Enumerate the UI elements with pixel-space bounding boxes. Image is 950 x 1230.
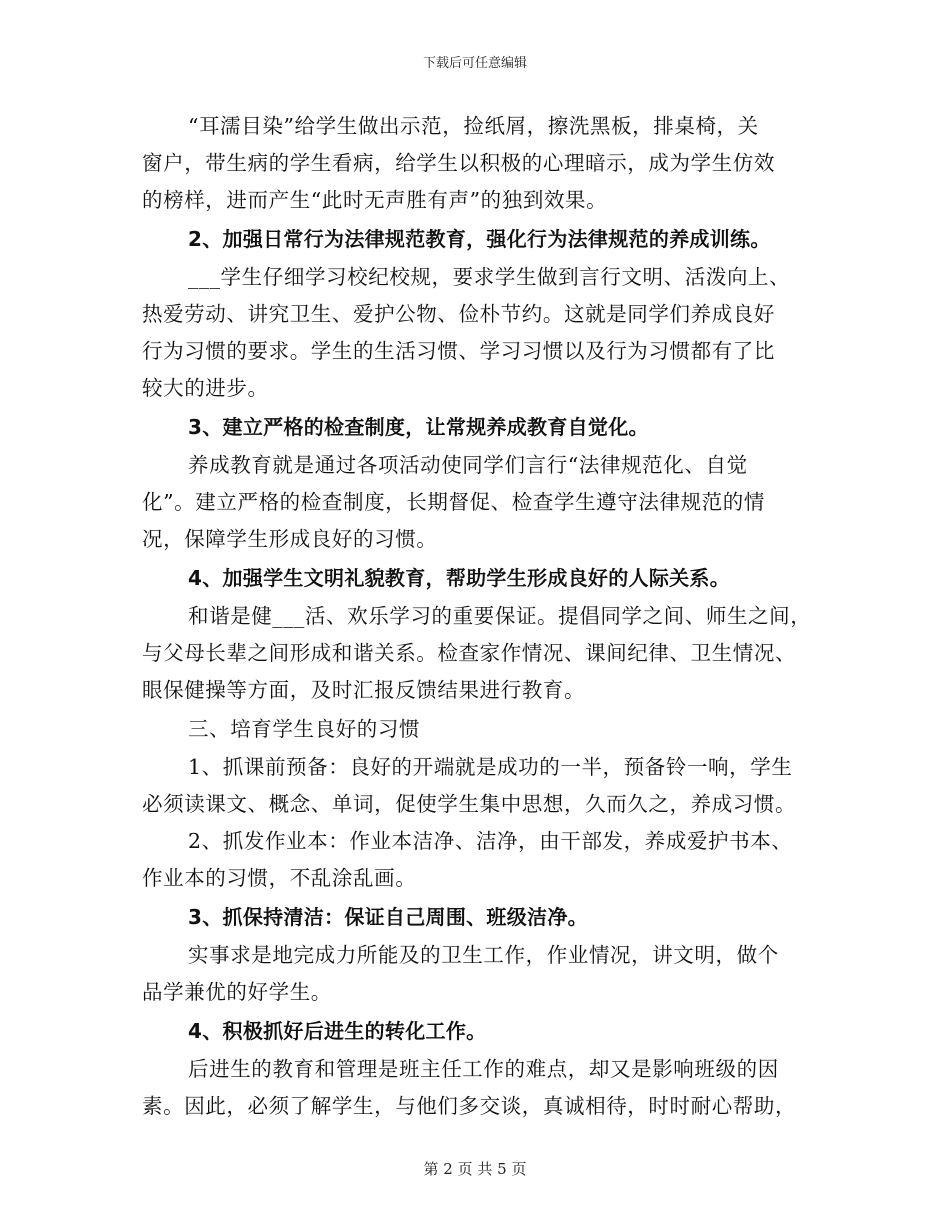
paragraph-1: [142, 108, 814, 219]
paragraph-line: 素。因此，必须了解学生，与他们多交谈，真诚相待，时时耐心帮助，: [142, 1094, 797, 1118]
paragraph-7: [142, 937, 814, 1011]
paragraph-5: [142, 749, 814, 823]
paragraph-line: 的榜样，进而产生“此时无声胜有声”的独到效果。: [142, 188, 608, 212]
paragraph-line: 和谐是健___活、欢乐学习的重要保证。提倡同学之间、师生之间，: [188, 604, 812, 628]
paragraph-line: 1、抓课前预备：良好的开端就是成功的一半，预备铃一响，学生: [188, 755, 793, 779]
paragraph-8: [142, 1051, 814, 1125]
paragraph-line: ___学生仔细学习校纪校规，要求学生做到言行文明、活泼向上、: [188, 265, 791, 289]
page-header: 下载后可任意编辑: [422, 56, 527, 71]
paragraph-line: 窗户，带生病的学生看病，给学生以积极的心理暗示，成为学生仿效: [142, 151, 775, 175]
paragraph-line: 较大的进步。: [142, 376, 269, 400]
paragraph-6: [142, 823, 814, 897]
document-body: [142, 108, 814, 1125]
paragraph-line: 后进生的教育和管理是班主任工作的难点，却又是影响班级的因: [188, 1057, 779, 1081]
paragraph-line: 实事求是地完成力所能及的卫生工作，作业情况，讲文明，做个: [188, 943, 779, 967]
heading-2: 2、加强日常行为法律规范教育，强化行为法律规范的养成训练。: [188, 227, 771, 251]
paragraph-line: 况，保障学生形成良好的习惯。: [142, 527, 438, 551]
paragraph-line: 作业本的习惯，不乱涂乱画。: [142, 866, 417, 890]
paragraph-line: 养成教育就是通过各项活动使同学们言行“法律规范化、自觉: [188, 453, 748, 477]
section-heading-3: 三、培育学生良好的习惯: [188, 717, 421, 741]
paragraph-line: “耳濡目染”给学生做出示范，捡纸屑，擦洗黑板，排桌椅，关: [188, 114, 759, 138]
heading-4: 4、加强学生文明礼貌教育，帮助学生形成良好的人际关系。: [188, 566, 731, 590]
paragraph-line: 品学兼优的好学生。: [142, 980, 332, 1004]
paragraph-line: 行为习惯的要求。学生的生活习惯、学习习惯以及行为习惯都有了比: [142, 339, 775, 363]
heading-3: 3、建立严格的检查制度，让常规养成教育自觉化。: [188, 415, 649, 439]
heading-6: 4、积极抓好后进生的转化工作。: [188, 1019, 487, 1043]
paragraph-line: 眼保健操等方面，及时汇报反馈结果进行教育。: [142, 678, 586, 702]
paragraph-line: 2、抓发作业本：作业本洁净、洁净，由干部发，养成爱护书本、: [188, 829, 793, 853]
heading-5: 3、抓保持清洁：保证自己周围、班级洁净。: [188, 905, 588, 929]
paragraph-line: 必须读课文、概念、单词，促使学生集中思想，久而久之，养成习惯。: [142, 792, 797, 816]
paragraph-4: [142, 598, 814, 709]
paragraph-2: [142, 259, 814, 407]
paragraph-3: [142, 447, 814, 558]
paragraph-line: 热爱劳动、讲究卫生、爱护公物、俭朴节约。这就是同学们养成良好: [142, 302, 775, 326]
paragraph-line: 化”。建立严格的检查制度，长期督促、检查学生遵守法律规范的情: [142, 490, 765, 514]
page-footer: 第 2 页 共 5 页: [423, 1160, 527, 1178]
paragraph-line: 与父母长辈之间形成和谐关系。检查家作情况、课间纪律、卫生情况、: [142, 641, 797, 665]
